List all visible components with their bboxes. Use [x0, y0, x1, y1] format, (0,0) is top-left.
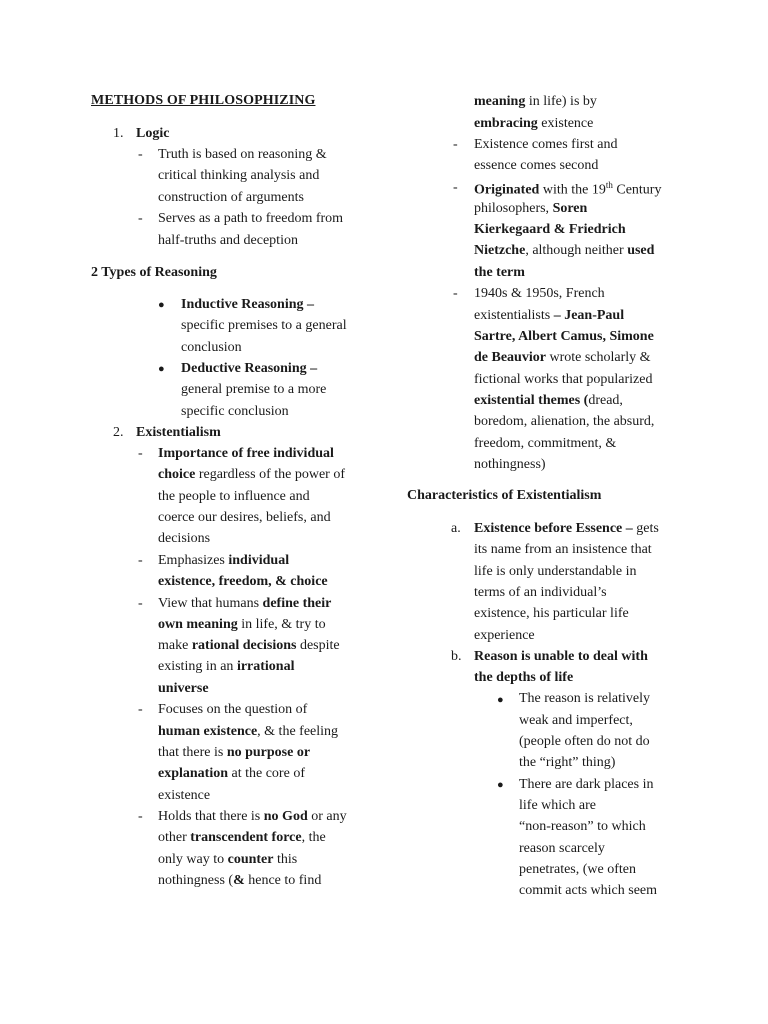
list-item: (people often do not do: [519, 734, 650, 749]
dash-marker: -: [453, 137, 458, 152]
list-item: boredom, alienation, the absurd,: [474, 414, 655, 429]
list-number: 1.: [113, 126, 124, 141]
list-item: 1940s & 1950s, French: [474, 286, 605, 301]
list-letter: b.: [451, 649, 462, 664]
list-item: Holds that there is no God or any: [158, 809, 347, 824]
list-item: meaning in life) is by: [474, 94, 597, 109]
list-item: coerce our desires, beliefs, and: [158, 510, 331, 525]
list-item: Reason is unable to deal with: [474, 649, 648, 664]
list-item: Existence comes first and: [474, 137, 618, 152]
list-item: Kierkegaard & Friedrich: [474, 222, 626, 237]
list-item: specific premises to a general: [181, 318, 347, 333]
list-item: Sartre, Albert Camus, Simone: [474, 329, 654, 344]
list-item: specific conclusion: [181, 404, 289, 419]
reasoning-heading: 2 Types of Reasoning: [91, 265, 217, 280]
list-item: essence comes second: [474, 158, 599, 173]
list-item: terms of an individual’s: [474, 585, 607, 600]
list-item: choice regardless of the power of: [158, 467, 345, 482]
list-item: “non-reason” to which: [519, 819, 646, 834]
list-item: other transcendent force, the: [158, 830, 326, 845]
list-item: the people to influence and: [158, 489, 310, 504]
list-item: existence, his particular life: [474, 606, 629, 621]
deductive-term: Deductive Reasoning –: [181, 361, 318, 376]
dash-marker: -: [138, 211, 143, 226]
list-item: critical thinking analysis and: [158, 168, 320, 183]
list-item: existence: [158, 788, 211, 803]
list-item: weak and imperfect,: [519, 713, 633, 728]
list-item: Focuses on the question of: [158, 702, 308, 717]
list-item: universe: [158, 681, 209, 696]
list-item: own meaning in life, & try to: [158, 617, 326, 632]
list-item: existing in an irrational: [158, 659, 295, 674]
list-item: reason scarcely: [519, 841, 605, 856]
list-item: construction of arguments: [158, 190, 304, 205]
list-item: explanation at the core of: [158, 766, 305, 781]
list-item: the “right” thing): [519, 755, 616, 770]
list-item: existentialists – Jean-Paul: [474, 308, 625, 323]
list-item: View that humans define their: [158, 596, 332, 611]
list-item: the term: [474, 265, 525, 280]
list-item: nothingness (& hence to find: [158, 873, 322, 888]
bullet-icon: ●: [158, 299, 165, 311]
list-item: make rational decisions despite: [158, 638, 340, 653]
list-item: Importance of free individual: [158, 446, 334, 461]
section-heading-logic: Logic: [136, 126, 170, 141]
list-item: Serves as a path to freedom from: [158, 211, 344, 226]
list-item: its name from an insistence that: [474, 542, 652, 557]
list-item: Emphasizes individual: [158, 553, 290, 568]
list-item: that there is no purpose or: [158, 745, 311, 760]
list-item: The reason is relatively: [519, 691, 651, 706]
page-title: METHODS OF PHILOSOPHIZING: [91, 93, 316, 108]
list-item: half-truths and deception: [158, 233, 298, 248]
list-item: general premise to a more: [181, 382, 327, 397]
list-item: Nietzche, although neither used: [474, 243, 655, 258]
dash-marker: -: [138, 147, 143, 162]
section-heading-existentialism: Existentialism: [136, 425, 221, 440]
list-item: philosophers, Soren: [474, 201, 588, 216]
list-number: 2.: [113, 425, 124, 440]
list-item: penetrates, (we often: [519, 862, 636, 877]
list-item: life is only understandable in: [474, 564, 637, 579]
list-item: conclusion: [181, 340, 242, 355]
bullet-icon: ●: [158, 363, 165, 375]
list-item: nothingness): [474, 457, 546, 472]
list-item: only way to counter this: [158, 852, 298, 867]
dash-marker: -: [138, 596, 143, 611]
bullet-icon: ●: [497, 694, 504, 706]
dash-marker: -: [138, 446, 143, 461]
dash-marker: -: [138, 809, 143, 824]
list-item: freedom, commitment, &: [474, 436, 617, 451]
list-item: Originated with the 19th Century: [474, 180, 662, 198]
dash-marker: -: [138, 553, 143, 568]
list-item: embracing existence: [474, 116, 594, 131]
list-item: Existence before Essence – gets: [474, 521, 659, 536]
characteristics-heading: Characteristics of Existentialism: [407, 488, 602, 503]
list-item: the depths of life: [474, 670, 574, 685]
list-item: de Beauvior wrote scholarly &: [474, 350, 651, 365]
bullet-icon: ●: [497, 779, 504, 791]
list-item: experience: [474, 628, 535, 643]
inductive-term: Inductive Reasoning –: [181, 297, 315, 312]
list-item: decisions: [158, 531, 211, 546]
list-item: commit acts which seem: [519, 883, 658, 898]
list-item: existence, freedom, & choice: [158, 574, 328, 589]
dash-marker: -: [453, 180, 458, 195]
dash-marker: -: [138, 702, 143, 717]
list-item: fictional works that popularized: [474, 372, 653, 387]
list-letter: a.: [451, 521, 461, 536]
list-item: human existence, & the feeling: [158, 724, 339, 739]
list-item: Truth is based on reasoning &: [158, 147, 327, 162]
list-item: There are dark places in: [519, 777, 654, 792]
list-item: existential themes (dread,: [474, 393, 623, 408]
list-item: life which are: [519, 798, 596, 813]
dash-marker: -: [453, 286, 458, 301]
